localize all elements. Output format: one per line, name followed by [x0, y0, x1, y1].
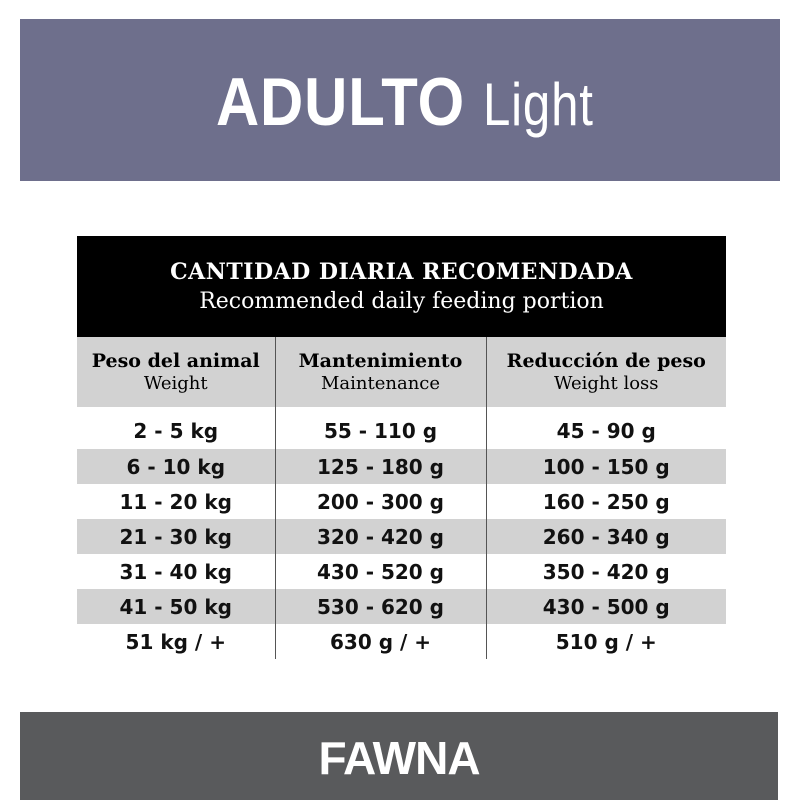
cell-weight: 2 - 5 kg: [133, 419, 219, 443]
cell-weight: 6 - 10 kg: [77, 449, 275, 484]
cell-weight-loss: 510 g / +: [486, 624, 726, 659]
heading-english: Recommended daily feeding portion: [199, 288, 604, 314]
table-row: [77, 449, 726, 484]
cell-maintenance: 320 - 420 g: [275, 519, 486, 554]
column-header-maintenance: [275, 337, 486, 407]
product-title: [182, 64, 618, 140]
table-row: [77, 407, 726, 449]
title-banner: [20, 19, 780, 181]
cell-maintenance: 200 - 300 g: [275, 484, 486, 519]
cell-weight-loss: 430 - 500 g: [486, 589, 726, 624]
column-header-es: Mantenimiento: [298, 350, 463, 372]
brand-footer: [20, 712, 778, 800]
table-row: [77, 484, 726, 519]
feeding-table: [77, 236, 726, 659]
cell-weight-loss: 160 - 250 g: [486, 484, 726, 519]
product-title-light: Light: [482, 71, 594, 138]
column-header-weight-loss: [486, 337, 726, 407]
table-row: [77, 589, 726, 624]
cell-maintenance: 530 - 620 g: [275, 589, 486, 624]
column-header-weight: [77, 337, 275, 407]
column-header-en: Maintenance: [320, 373, 441, 394]
cell-weight-loss: 350 - 420 g: [486, 554, 726, 589]
heading-spanish: CANTIDAD DIARIA RECOMENDADA: [170, 258, 633, 285]
table-row: [77, 519, 726, 554]
cell-weight-loss: 45 - 90 g: [486, 407, 726, 449]
cell-weight: 51 kg / +: [125, 629, 226, 654]
table-row: [77, 624, 726, 659]
column-header-es: Reducción de peso: [506, 350, 706, 372]
cell-weight-loss: 260 - 340 g: [486, 519, 726, 554]
column-header-es: Peso del animal: [91, 350, 260, 372]
column-header-en: Weight: [143, 373, 208, 394]
feeding-grid: [77, 337, 726, 659]
cell-maintenance: 55 - 110 g: [275, 407, 486, 449]
table-row: [77, 554, 726, 589]
fawna-logo: FAWNA: [318, 732, 480, 784]
cell-maintenance: 125 - 180 g: [275, 449, 486, 484]
cell-weight: 11 - 20 kg: [119, 489, 232, 514]
column-header-en: Weight loss: [553, 373, 659, 394]
cell-weight: 41 - 50 kg: [77, 589, 275, 624]
cell-weight: 31 - 40 kg: [119, 559, 232, 584]
cell-maintenance: 430 - 520 g: [275, 554, 486, 589]
cell-weight-loss: 100 - 150 g: [486, 449, 726, 484]
product-title-bold: ADULTO: [215, 64, 465, 140]
feeding-table-heading: [77, 236, 726, 337]
cell-maintenance: 630 g / +: [275, 624, 486, 659]
column-header-row: [77, 337, 726, 407]
cell-weight: 21 - 30 kg: [77, 519, 275, 554]
